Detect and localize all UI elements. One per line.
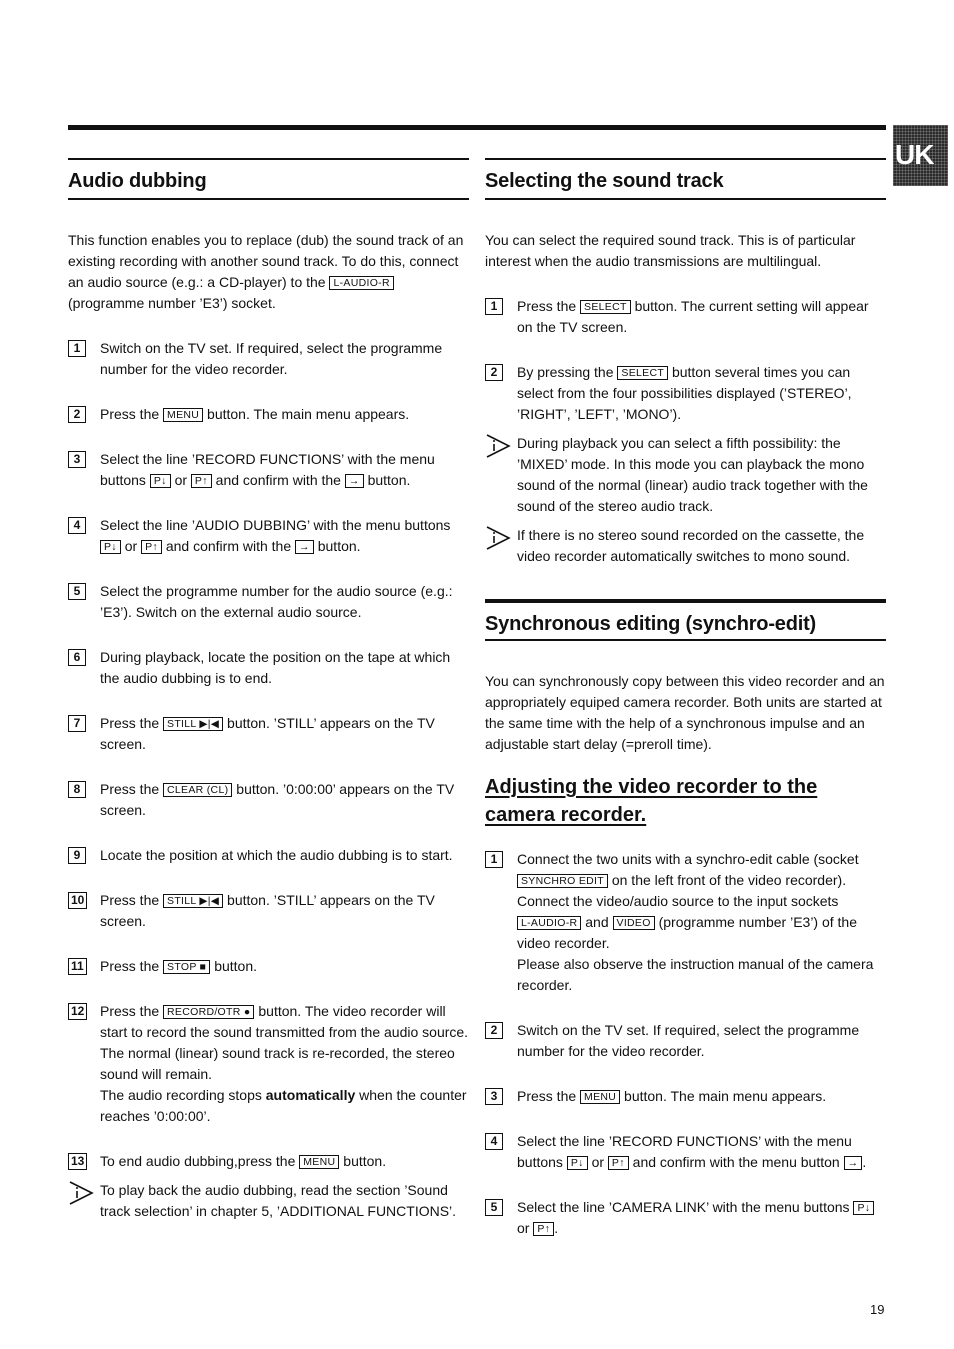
l-audio-r-socket-label: L-AUDIO-R bbox=[517, 916, 581, 930]
still-button-label: STILL ▶|◀ bbox=[163, 894, 223, 908]
dub-step-11: 11 Press the STOP ■ button. bbox=[68, 956, 469, 977]
step-number: 2 bbox=[68, 406, 86, 423]
step-number: 12 bbox=[68, 1003, 87, 1020]
p-up-button-label: P↑ bbox=[608, 1156, 629, 1170]
dub-step-3: 3 Select the line ’RECORD FUNCTIONS’ with the menu buttons P↓ or P↑ and confirm with the → button. bbox=[68, 449, 469, 491]
arrow-right-icon: → bbox=[295, 540, 314, 554]
select-button-label: SELECT bbox=[617, 366, 668, 380]
step-number: 6 bbox=[68, 649, 86, 666]
synchro-edit-socket-label: SYNCHRO EDIT bbox=[517, 874, 608, 888]
sound-step-2: 2 By pressing the SELECT button several times you can select from the four possibilities displayed (’STEREO’, ’RIGHT’, ’LEFT’, ’MONO’). bbox=[485, 362, 886, 425]
step-number: 13 bbox=[68, 1153, 87, 1170]
sound-track-header bbox=[485, 158, 886, 200]
step-number: 1 bbox=[485, 851, 503, 868]
step-number: 11 bbox=[68, 958, 87, 975]
step-number: 3 bbox=[68, 451, 86, 468]
synchro-step-4: 4 Select the line ’RECORD FUNCTIONS’ with the menu buttons P↓ or P↑ and confirm with the menu button → . bbox=[485, 1131, 886, 1173]
dub-step-7: 7 Press the STILL ▶|◀ button. ’STILL’ appears on the TV screen. bbox=[68, 713, 469, 755]
still-button-label: STILL ▶|◀ bbox=[163, 717, 223, 731]
step-number: 7 bbox=[68, 715, 86, 732]
step-number: 2 bbox=[485, 1022, 503, 1039]
top-rule bbox=[68, 125, 886, 130]
language-tab bbox=[893, 125, 948, 186]
menu-button-label: MENU bbox=[163, 408, 203, 422]
p-up-button-label: P↑ bbox=[141, 540, 162, 554]
dub-step-13: 13 To end audio dubbing,press the MENU button. bbox=[68, 1151, 469, 1172]
p-down-button-label: P↓ bbox=[567, 1156, 588, 1170]
step-number: 9 bbox=[68, 847, 86, 864]
menu-button-label: MENU bbox=[580, 1090, 620, 1104]
audio-dubbing-column bbox=[68, 158, 469, 1222]
info-icon bbox=[485, 433, 511, 459]
sound-track-intro: You can select the required sound track. This is of particular interest when the audio transmissions are multilingual. bbox=[485, 232, 856, 269]
audio-dubbing-intro: This function enables you to replace (dub) the sound track of an existing recording with another sound track. To do this, connect an audio source (e.g.: a CD-player) to the L-AUDIO-R (programme number ’E3’) socket. bbox=[68, 232, 464, 311]
audio-dubbing-title: Audio dubbing bbox=[68, 170, 207, 192]
video-socket-label: VIDEO bbox=[613, 916, 655, 930]
p-down-button-label: P↓ bbox=[150, 474, 171, 488]
synchro-header bbox=[485, 599, 886, 641]
dub-step-6: 6 During playback, locate the position on the tape at which the audio dubbing is to end. bbox=[68, 647, 469, 689]
p-up-button-label: P↑ bbox=[533, 1222, 554, 1236]
p-down-button-label: P↓ bbox=[100, 540, 121, 554]
dub-step-10: 10 Press the STILL ▶|◀ button. ’STILL’ appears on the TV screen. bbox=[68, 890, 469, 932]
arrow-right-icon: → bbox=[345, 474, 364, 488]
dub-step-4: 4 Select the line ’AUDIO DUBBING’ with the menu buttons P↓ or P↑ and confirm with the → button. bbox=[68, 515, 469, 557]
dub-step-5: 5 Select the programme number for the audio source (e.g.: ’E3’). Switch on the external audio source. bbox=[68, 581, 469, 623]
synchro-step-5: 5 Select the line ’CAMERA LINK’ with the menu buttons P↓ or P↑ . bbox=[485, 1197, 886, 1239]
arrow-right-icon: → bbox=[844, 1156, 863, 1170]
synchro-subtitle: Adjusting the video recorder to the camera recorder. bbox=[485, 776, 818, 826]
dub-step-1: 1 Switch on the TV set. If required, select the programme number for the video recorder. bbox=[68, 338, 469, 380]
sound-track-title: Selecting the sound track bbox=[485, 170, 724, 192]
record-button-label: RECORD/OTR ● bbox=[163, 1005, 254, 1019]
step-number: 1 bbox=[68, 340, 86, 357]
dub-info-note: To play back the audio dubbing, read the section ’Sound track selection’ in chapter 5, ’ADDITIONAL FUNCTIONS’. bbox=[68, 1180, 469, 1222]
clear-button-label: CLEAR (CL) bbox=[163, 783, 232, 797]
info-icon bbox=[485, 525, 511, 551]
synchro-title: Synchronous editing (synchro-edit) bbox=[485, 613, 816, 635]
synchro-step-1: 1 Connect the two units with a synchro-edit cable (socket SYNCHRO EDIT on the left front of the video recorder). Connect the video/audio source to the input sockets L-AUDIO-R and VIDEO (programme number ’E3’) of the video recorder. Please also observe the instruction manual of the camera recorder. bbox=[485, 849, 886, 996]
l-audio-r-socket-label: L-AUDIO-R bbox=[329, 276, 393, 290]
sound-step-1: 1 Press the SELECT button. The current setting will appear on the TV screen. bbox=[485, 296, 886, 338]
info-icon bbox=[68, 1180, 94, 1206]
dub-step-2: 2 Press the MENU button. The main menu appears. bbox=[68, 404, 469, 425]
language-tab-label: UK bbox=[895, 139, 934, 170]
step-number: 5 bbox=[485, 1199, 503, 1216]
stop-button-label: STOP ■ bbox=[163, 960, 210, 974]
step-number: 10 bbox=[68, 892, 87, 909]
step-number: 2 bbox=[485, 364, 503, 381]
p-up-button-label: P↑ bbox=[191, 474, 212, 488]
synchro-intro: You can synchronously copy between this video recorder and an appropriately equiped camera recorder. Both units are started at the same time with the help of a synchronous impulse and an adjustable start delay (=preroll time). bbox=[485, 673, 885, 752]
step-number: 4 bbox=[68, 517, 86, 534]
page-number: 19 bbox=[870, 1302, 885, 1317]
audio-dubbing-header bbox=[68, 158, 469, 200]
step-number: 1 bbox=[485, 298, 503, 315]
dub-step-9: 9 Locate the position at which the audio dubbing is to start. bbox=[68, 845, 469, 866]
dub-step-12: 12 Press the RECORD/OTR ● button. The video recorder will start to record the sound transmitted from the audio source. The normal (linear) sound track is re-recorded, the stereo sound will remain. The audio recording stops automatically when the counter reaches ’0:00:00’. bbox=[68, 1001, 469, 1127]
select-button-label: SELECT bbox=[580, 300, 631, 314]
menu-button-label: MENU bbox=[299, 1155, 339, 1169]
dub-step-8: 8 Press the CLEAR (CL) button. ’0:00:00’ appears on the TV screen. bbox=[68, 779, 469, 821]
step-number: 4 bbox=[485, 1133, 503, 1150]
sound-info-note-2: If there is no stereo sound recorded on the cassette, the video recorder automatically switches to mono sound. bbox=[485, 525, 886, 567]
step-number: 8 bbox=[68, 781, 86, 798]
sound-info-note-1: During playback you can select a fifth possibility: the ’MIXED’ mode. In this mode you can playback the mono sound of the normal (linear) audio track together with the sound of the stereo audio track. bbox=[485, 433, 886, 517]
synchro-step-3: 3 Press the MENU button. The main menu appears. bbox=[485, 1086, 886, 1107]
sound-track-column bbox=[485, 158, 886, 1239]
step-number: 3 bbox=[485, 1088, 503, 1105]
step-number: 5 bbox=[68, 583, 86, 600]
synchro-step-2: 2 Switch on the TV set. If required, select the programme number for the video recorder. bbox=[485, 1020, 886, 1062]
p-down-button-label: P↓ bbox=[853, 1201, 874, 1215]
